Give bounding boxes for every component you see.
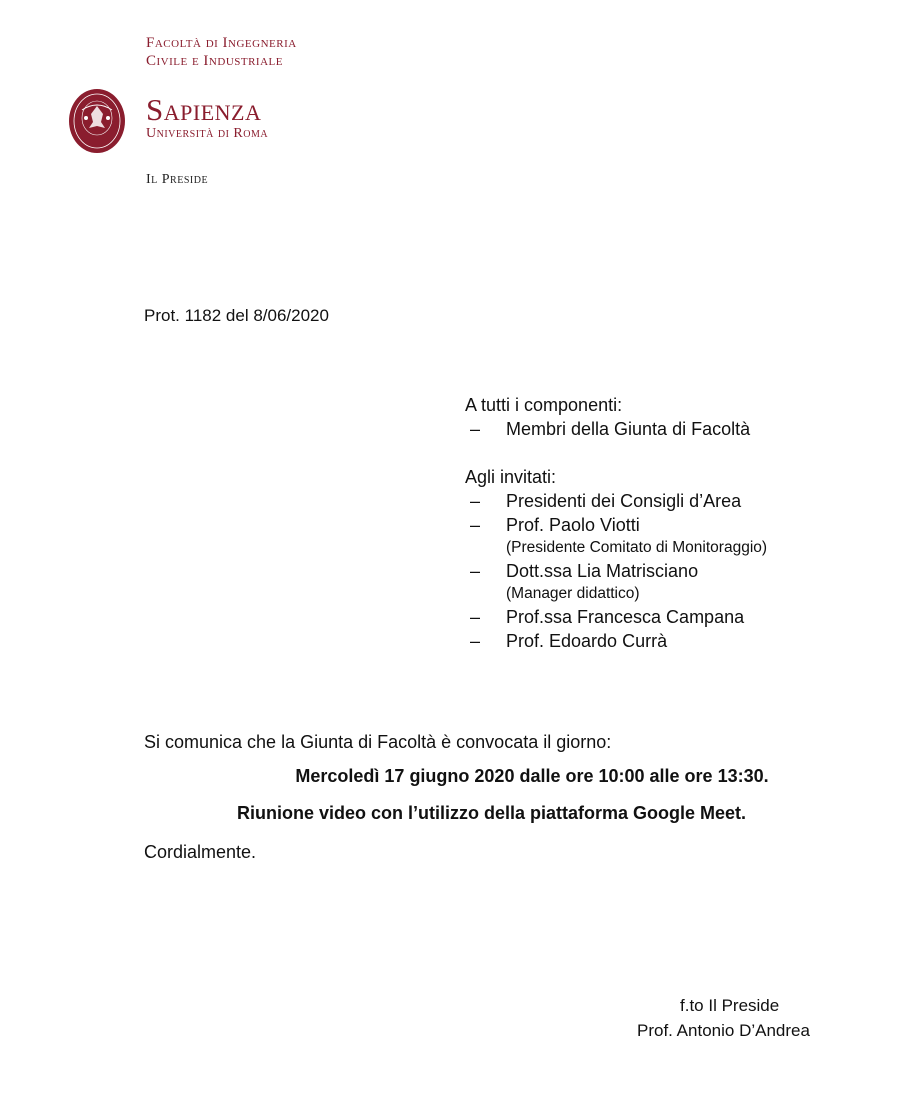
recipient-name: Prof.ssa Francesca Campana <box>506 607 745 627</box>
sapienza-seal-logo <box>68 88 126 154</box>
convocation-intro: Si comunica che la Giunta di Facoltà è convocata il giorno: <box>144 732 612 752</box>
dash-bullet: – <box>470 561 481 581</box>
protocol-number: Prot. 1182 del 8/06/2020 <box>144 306 329 325</box>
meeting-date-text: Mercoledì 17 giugno 2020 dalle ore 10:00 alle ore 13:30. <box>295 766 769 786</box>
recipient-role-note: (Presidente Comitato di Monitoraggio) <box>506 539 768 556</box>
university-subtitle: Università di Roma <box>146 126 269 141</box>
dash-bullet: – <box>470 491 481 511</box>
signature-name: Prof. Antonio D’Andrea <box>637 1021 810 1040</box>
recipient-name: Presidenti dei Consigli d’Area <box>506 491 742 511</box>
list-item <box>465 605 885 629</box>
list-item <box>465 629 885 653</box>
dash-bullet: – <box>470 607 481 627</box>
recipients-block <box>465 393 885 653</box>
list-item <box>465 513 885 559</box>
components-list <box>465 417 885 441</box>
recipient-name: Prof. Paolo Viotti <box>506 515 640 535</box>
components-heading: A tutti i componenti: <box>465 395 623 415</box>
invited-list <box>465 489 885 653</box>
list-item <box>465 489 885 513</box>
university-brand: Sapienza <box>146 92 262 127</box>
closing-salutation: Cordialmente. <box>144 842 257 862</box>
meeting-date-line <box>0 766 900 787</box>
dash-bullet: – <box>470 515 481 535</box>
dash-bullet: – <box>470 631 481 651</box>
list-item <box>465 417 885 441</box>
dash-bullet: – <box>470 419 481 439</box>
faculty-name-line2: Civile e Industriale <box>146 53 283 69</box>
recipient-name: Dott.ssa Lia Matrisciano <box>506 561 699 581</box>
recipient-name: Membri della Giunta di Facoltà <box>506 419 751 439</box>
recipient-name: Prof. Edoardo Currà <box>506 631 668 651</box>
list-item <box>465 559 885 605</box>
invited-heading: Agli invitati: <box>465 467 557 487</box>
meeting-platform-line: Riunione video con l’utilizzo della piattaforma Google Meet. <box>237 803 747 823</box>
recipient-role-note: (Manager didattico) <box>506 585 640 602</box>
faculty-name-line1: Facoltà di Ingegneria <box>146 35 297 51</box>
office-title: Il Preside <box>146 172 209 187</box>
signature-title: f.to Il Preside <box>680 996 780 1015</box>
